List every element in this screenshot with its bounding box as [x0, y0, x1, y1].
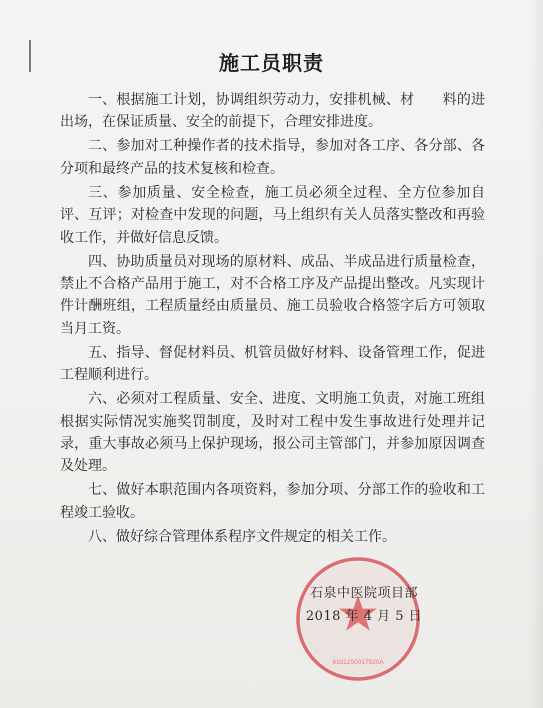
duty-paragraph: 一、根据施工计划，协调组织劳动力，安排机械、材 料的进出场，在保证质量、安全的前提下，合理安排进度。 — [60, 92, 485, 131]
duty-paragraph: 八、做好综合管理体系程序文件规定的相关工作。 — [88, 528, 396, 545]
page-shadow — [529, 0, 543, 708]
document-body — [60, 89, 485, 550]
duty-paragraph: 二、参加对工种操作者的技术指导，参加对各工序、各分部、各分项和最终产品的技术复核和检查。 — [60, 138, 485, 177]
document-title: 施工员职责 — [219, 51, 324, 75]
duty-paragraph: 六、必须对工程质量、安全、进度、文明施工负责，对施工班组根据实际情况实施奖罚制度，及时对工程中发生事故进行处理并记录，重大事故必须马上保护现场，报公司主管部门，并参加原因调查及处理。 — [60, 391, 485, 475]
duty-paragraph: 四、协助质量员对现场的原材料、成品、半成品进行质量检查，禁止不合格产品用于施工，对不合格工序及产品提出整改。凡实现计件计酬班组，工程质量经由质量员、施工员验收合格签字后方可领取当月工资。 — [60, 253, 485, 337]
seal-number: 6101250017520A — [332, 659, 384, 666]
signature-organization: 石泉中医院项目部 — [309, 586, 418, 601]
duty-paragraph: 七、做好本职范围内各项资料，参加分项、分部工作的验收和工程竣工验收。 — [60, 482, 485, 521]
duty-paragraph: 三、参加质量、安全检查，施工员必须全过程、全方位参加自评、互评；对检查中发现的问题，马上组织有关人员落实整改和再验收工作，并做好信息反馈。 — [60, 184, 485, 246]
duty-paragraph: 五、指导、督促材料员、机管员做好材料、设备管理工作，促进工程顺利进行。 — [60, 344, 485, 384]
signature-date: 2018 年 4 月 5 日 — [305, 609, 423, 624]
